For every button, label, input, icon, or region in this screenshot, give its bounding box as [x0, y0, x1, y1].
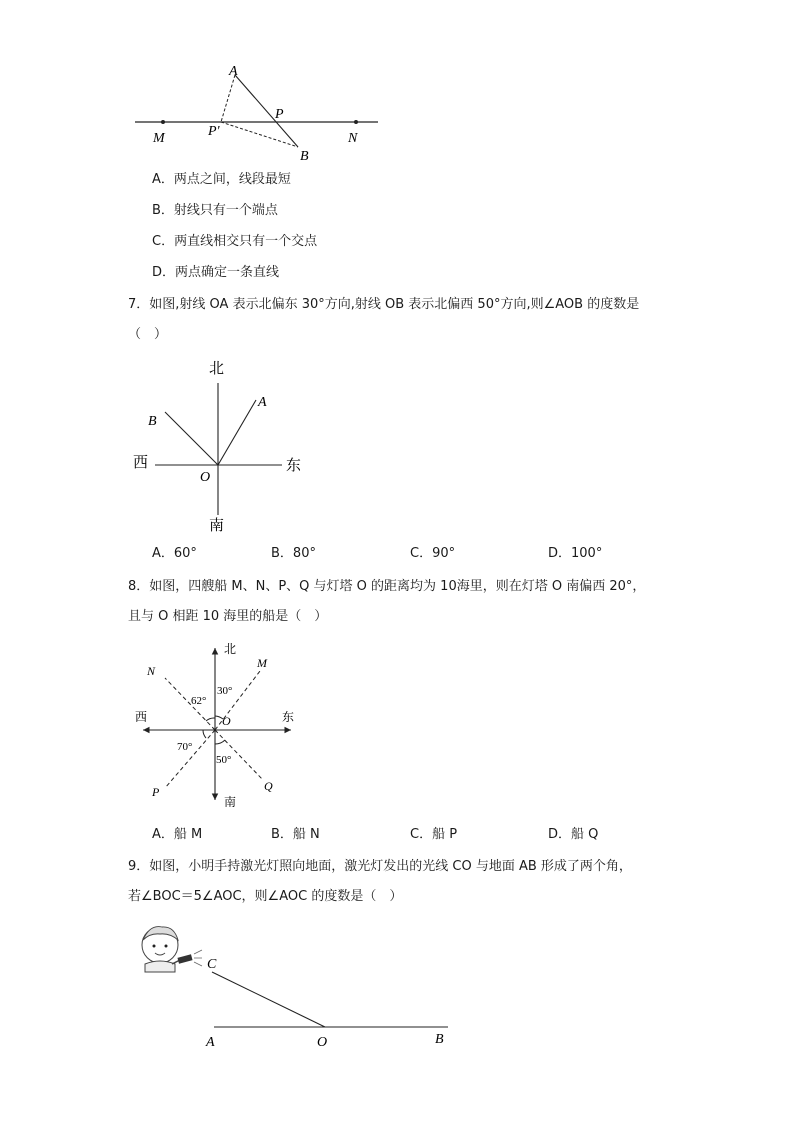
label-o: O	[317, 1035, 328, 1050]
label-a: A	[258, 395, 267, 410]
q6-option-b: B．射线只有一个端点	[152, 203, 278, 218]
label-angle-70: 70°	[177, 741, 193, 753]
arc-50	[215, 740, 225, 744]
q6-option-d: D．两点确定一条直线	[152, 265, 280, 280]
label-o: O	[222, 714, 231, 728]
label-p-prime: P'	[208, 124, 220, 139]
ray-oa	[218, 400, 256, 465]
ray-co	[212, 972, 325, 1027]
figure-q7	[125, 350, 325, 540]
label-a: A	[229, 64, 238, 79]
q6-option-c: C．两直线相交只有一个交点	[152, 234, 318, 249]
q6-option-a: A．两点之间，线段最短	[152, 172, 291, 187]
q7-blank: （ ）	[128, 327, 168, 342]
q7-option-b: B．80°	[271, 546, 316, 561]
label-b: B	[435, 1032, 444, 1047]
label-north: 北	[224, 642, 237, 656]
label-north: 北	[209, 359, 225, 377]
label-n: N	[147, 664, 156, 678]
q7-option-a: A．60°	[152, 546, 197, 561]
label-m: M	[257, 656, 267, 670]
label-south: 南	[209, 516, 225, 534]
q8-question: 8．如图，四艘船 M、N、P、Q 与灯塔 O 的距离均为 10海里，则在灯塔 O 南偏西 20°，	[128, 579, 646, 594]
q8-question-cont: 且与 O 相距 10 海里的船是（ ）	[128, 609, 328, 624]
ray-ob	[165, 412, 218, 465]
label-q: Q	[264, 779, 273, 793]
label-east: 东	[286, 456, 302, 474]
label-p: P	[275, 107, 284, 122]
label-south: 南	[224, 795, 237, 809]
q8-option-b: B．船 N	[271, 827, 320, 842]
label-west: 西	[135, 710, 148, 724]
q9-question-cont: 若∠BOC＝5∠AOC，则∠AOC 的度数是（ ）	[128, 889, 403, 904]
label-angle-50: 50°	[216, 754, 232, 766]
label-a: A	[206, 1035, 215, 1050]
label-angle-30: 30°	[217, 685, 233, 697]
label-m: M	[153, 131, 165, 146]
segment-ap-prime	[221, 75, 235, 122]
arc-62	[206, 718, 215, 721]
arc-70	[203, 730, 206, 738]
point-m	[161, 120, 165, 124]
label-c: C	[207, 957, 217, 972]
figure-q9	[130, 920, 470, 1060]
boy-with-laser-illustration	[142, 927, 202, 972]
segment-ab	[235, 75, 298, 147]
ray-on	[165, 678, 215, 730]
q8-option-c: C．船 P	[410, 827, 458, 842]
ray-op	[165, 730, 215, 788]
label-east: 东	[282, 710, 295, 724]
label-b: B	[148, 414, 157, 429]
label-west: 西	[133, 453, 149, 471]
q9-question: 9．如图，小明手持激光灯照向地面，激光灯发出的光线 CO 与地面 AB 形成了两个角，	[128, 859, 632, 874]
label-angle-62: 62°	[191, 695, 207, 707]
q8-option-a: A．船 M	[152, 827, 203, 842]
label-p: P	[152, 785, 160, 799]
q8-option-d: D．船 Q	[548, 827, 599, 842]
q7-option-d: D．100°	[548, 546, 603, 561]
figure-q6	[120, 55, 400, 170]
q7-option-c: C．90°	[410, 546, 456, 561]
label-o: O	[200, 470, 211, 485]
label-n: N	[348, 131, 358, 146]
q7-question: 7．如图,射线 OA 表示北偏东 30°方向,射线 OB 表示北偏西 50°方向,则∠AOB 的度数是	[128, 297, 640, 312]
label-b: B	[300, 149, 309, 164]
point-n	[354, 120, 358, 124]
figure-q8	[125, 638, 315, 818]
